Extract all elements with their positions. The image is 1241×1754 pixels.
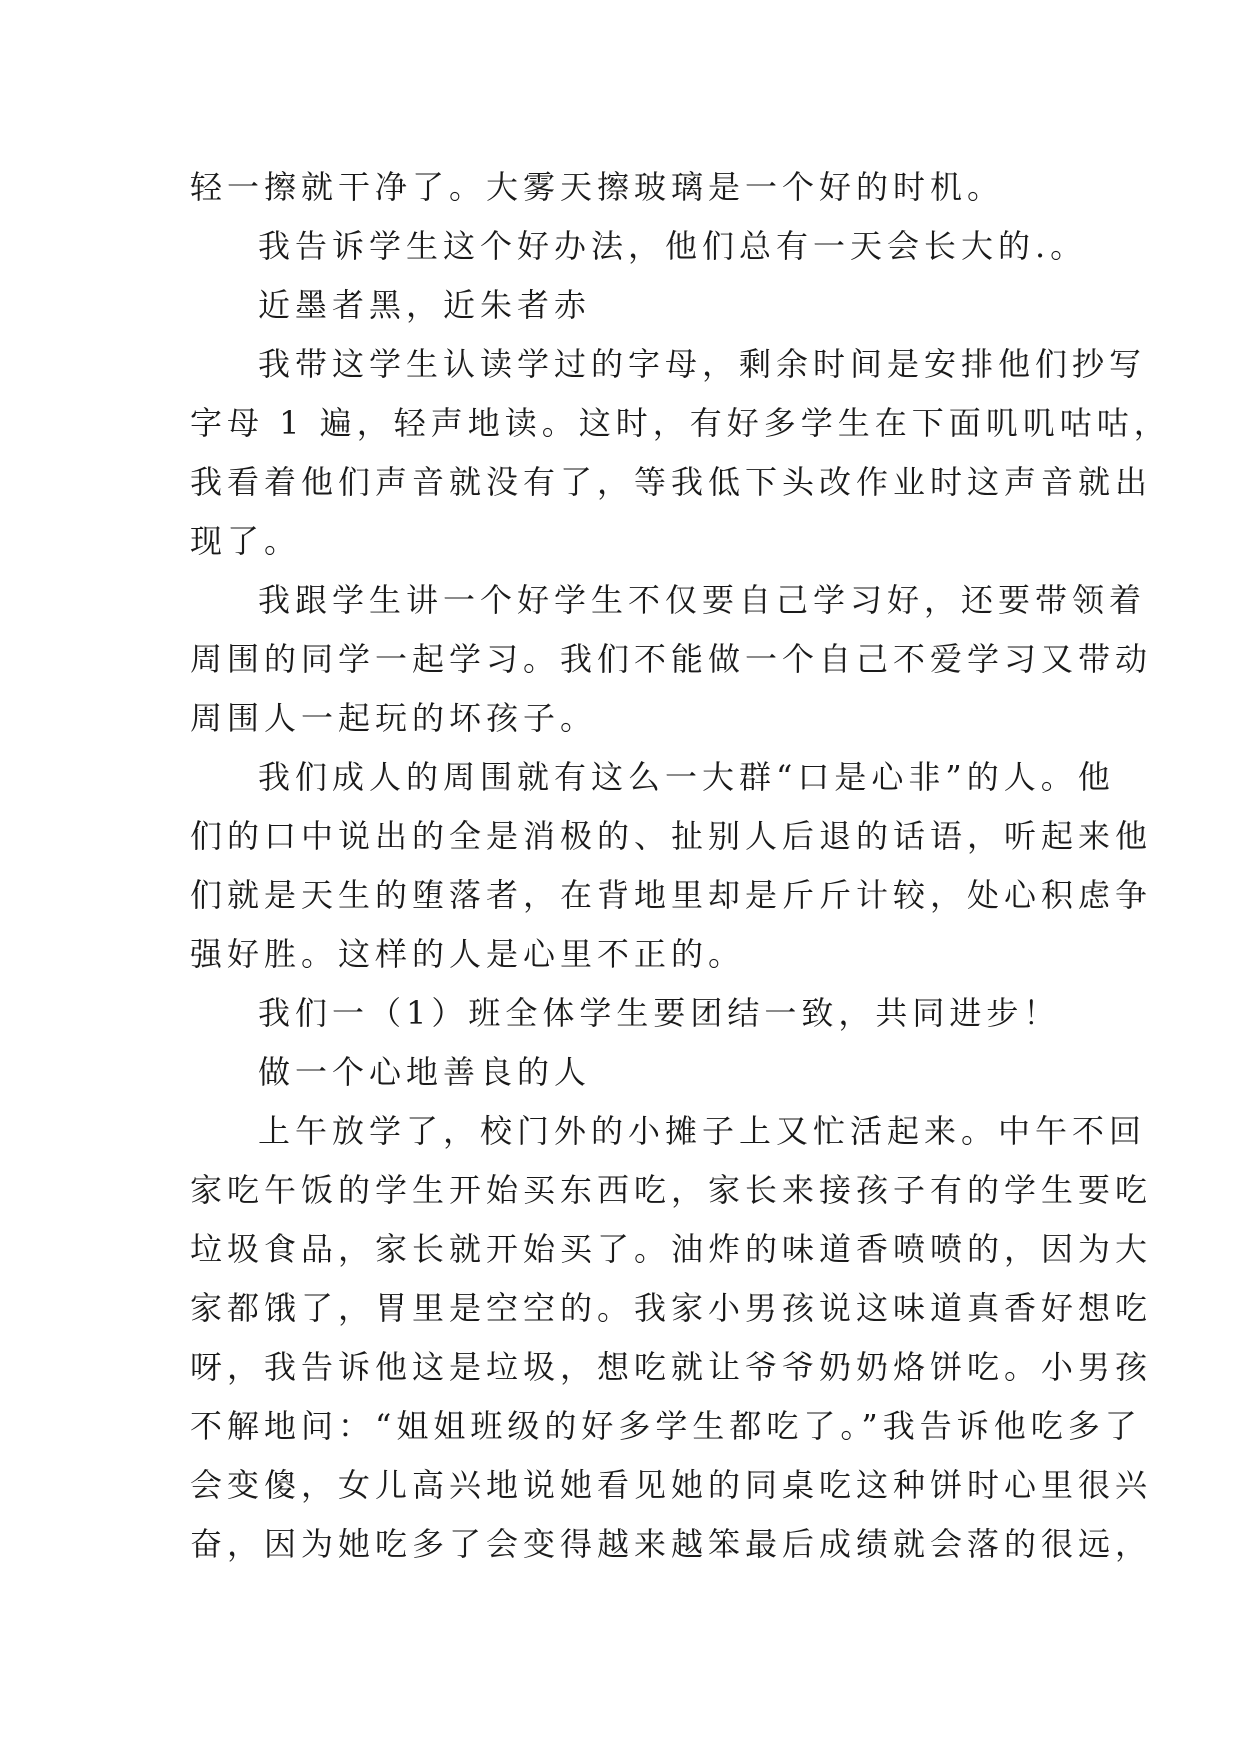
document-body bbox=[190, 158, 1171, 1574]
text-line: 呀，我告诉他这是垃圾，想吃就让爷爷奶奶烙饼吃。小男孩 bbox=[190, 1348, 1153, 1386]
text-line: 周围的同学一起学习。我们不能做一个自己不爱学习又带动 bbox=[190, 640, 1153, 678]
text-line: 轻一擦就干净了。大雾天擦玻璃是一个好的时机。 bbox=[190, 168, 1005, 206]
text-line: 我跟学生讲一个好学生不仅要自己学习好，还要带领着 bbox=[258, 581, 1147, 619]
text-line: 上午放学了，校门外的小摊子上又忙活起来。中午不回 bbox=[258, 1112, 1147, 1150]
text-line: 我们成人的周围就有这么一大群“口是心非”的人。他 bbox=[258, 758, 1115, 796]
text-line: 们的口中说出的全是消极的、扯别人后退的话语，听起来他 bbox=[190, 817, 1153, 855]
text-line: 做一个心地善良的人 bbox=[258, 1053, 592, 1091]
text-line: 垃圾食品，家长就开始买了。油炸的味道香喷喷的，因为大 bbox=[190, 1230, 1153, 1268]
text-line: 强好胜。这样的人是心里不正的。 bbox=[190, 935, 746, 973]
text-line: 周围人一起玩的坏孩子。 bbox=[190, 699, 598, 737]
text-line: 家都饿了，胃里是空空的。我家小男孩说这味道真香好想吃 bbox=[190, 1289, 1153, 1327]
text-line: 奋，因为她吃多了会变得越来越笨最后成绩就会落的很远， bbox=[190, 1525, 1153, 1563]
text-line: 字母 1 遍，轻声地读。这时，有好多学生在下面叽叽咕咕， bbox=[190, 404, 1171, 442]
text-line: 们就是天生的堕落者，在背地里却是斤斤计较，处心积虑争 bbox=[190, 876, 1153, 914]
text-line: 家吃午饭的学生开始买东西吃，家长来接孩子有的学生要吃 bbox=[190, 1171, 1153, 1209]
text-line: 现了。 bbox=[190, 522, 302, 560]
text-line: 会变傻，女儿高兴地说她看见她的同桌吃这种饼时心里很兴 bbox=[190, 1466, 1153, 1504]
text-line: 我告诉学生这个好办法，他们总有一天会长大的.。 bbox=[258, 227, 1088, 265]
text-line: 不解地问：“姐姐班级的好多学生都吃了。”我告诉他吃多了 bbox=[190, 1407, 1142, 1445]
text-line: 我带这学生认读学过的字母，剩余时间是安排他们抄写 bbox=[258, 345, 1147, 383]
text-line: 我们一（1）班全体学生要团结一致，共同进步！ bbox=[258, 994, 1061, 1032]
text-line: 我看着他们声音就没有了，等我低下头改作业时这声音就出 bbox=[190, 463, 1153, 501]
text-line: 近墨者黑，近朱者赤 bbox=[258, 286, 592, 324]
